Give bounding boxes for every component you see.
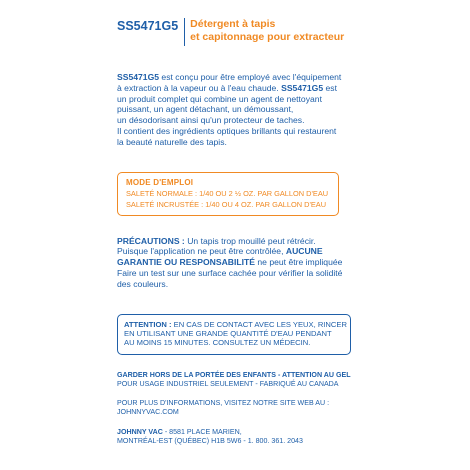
- child-warning-text: GARDER HORS DE LA PORTÉE DES ENFANTS - ATTENTION AU GEL: [117, 370, 351, 379]
- precautions-line-3-text: ne peut être impliquée: [255, 257, 343, 268]
- address-line-2: MONTRÉAL-EST (QUÉBEC) H1B 5W6 - 1. 800. 361. 2043: [117, 436, 303, 445]
- precautions-line-1-text: Un tapis trop mouillé peut rétrécir.: [184, 235, 316, 246]
- attention-line-1-text: EN CAS DE CONTACT AVEC LES YEUX, RINCER: [171, 319, 347, 329]
- attention-line-3: AU MOINS 15 MINUTES. CONSULTEZ UN MÉDECIN.: [124, 338, 311, 348]
- product-title-line-2: et capitonnage pour extracteur: [190, 30, 345, 43]
- precautions-label: PRÉCAUTIONS :: [117, 235, 185, 246]
- street-address: - 8581 PLACE MARIEN,: [162, 427, 242, 436]
- precautions-line-1: [117, 236, 357, 247]
- precautions-line-5: des couleurs.: [117, 278, 169, 289]
- attention-line-2: EN UTILISANT UNE GRANDE QUANTITÉ D'EAU PENDANT: [124, 328, 332, 338]
- description-line-2-end: est: [323, 82, 337, 93]
- directions-title: MODE D'EMPLOI: [126, 177, 194, 187]
- product-description: [117, 72, 357, 148]
- industrial-use-notice: POUR USAGE INDUSTRIEL SEULEMENT - FABRIQUÉ AU CANADA: [117, 379, 339, 388]
- website-link[interactable]: JOHNNYVAC.COM: [117, 408, 179, 417]
- directions-heavy-dilution: SALETÉ INCRUSTÉE : 1/40 OU 4 OZ. PAR GALLON D'EAU: [126, 199, 327, 209]
- precautions-line-3: [117, 257, 357, 268]
- precautions-line-2-text: Puisque l'application ne peut être contrôlée,: [117, 246, 286, 257]
- product-sku: SS5471G5: [117, 19, 179, 33]
- directions-normal-dilution: SALETÉ NORMALE : 1/40 OU 2 ½ OZ. PAR GALLON D'EAU: [126, 188, 329, 198]
- product-title: [190, 18, 344, 43]
- description-line-2: [117, 83, 357, 94]
- precautions-line-2-bold: AUCUNE: [285, 246, 323, 257]
- label-header: [117, 18, 357, 46]
- info-line: POUR PLUS D'INFORMATIONS, VISITEZ NOTRE SITE WEB AU :: [117, 399, 330, 408]
- directions-box: [117, 172, 339, 216]
- child-warning: [117, 371, 357, 380]
- description-line-5: un désodorisant ainsi qu'un protecteur de taches.: [117, 115, 305, 126]
- precautions-line-3-bold: GARANTIE OU RESPONSABILITÉ: [117, 257, 255, 268]
- description-sku-1: SS5471G5: [117, 72, 160, 82]
- precautions-line-2: [117, 246, 357, 257]
- attention-label: ATTENTION :: [124, 319, 172, 329]
- description-line-1: [117, 72, 357, 83]
- precautions-line-4: Faire un test sur une surface cachée pour vérifier la solidité: [117, 267, 343, 278]
- description-line-4: puissant, un agent détachant, un démoussant,: [117, 104, 294, 115]
- company-name: JOHNNY VAC: [117, 427, 163, 436]
- product-label: [117, 18, 357, 446]
- description-line-2-text: à extraction à la vapeur ou à l'eau chaude.: [117, 82, 282, 93]
- label-footer: [117, 371, 357, 446]
- header-divider: [184, 18, 185, 46]
- footer-spacer: [117, 389, 357, 399]
- attention-box: [117, 314, 351, 355]
- footer-spacer-2: [117, 418, 357, 428]
- description-line-3: un produit complet qui combine un agent de nettoyant: [117, 93, 322, 104]
- description-line-1-text: est conçu pour être employé avec l'équipement: [159, 72, 342, 82]
- precautions-section: [117, 236, 357, 290]
- description-line-7: la beauté naturelle des tapis.: [117, 136, 227, 147]
- address-line-1: [117, 428, 357, 437]
- product-title-line-1: Détergent à tapis: [190, 18, 276, 30]
- attention-line-1: [124, 319, 347, 329]
- description-sku-2: SS5471G5: [281, 82, 324, 93]
- description-line-6: Il contient des ingrédients optiques brillants qui restaurent: [117, 125, 337, 136]
